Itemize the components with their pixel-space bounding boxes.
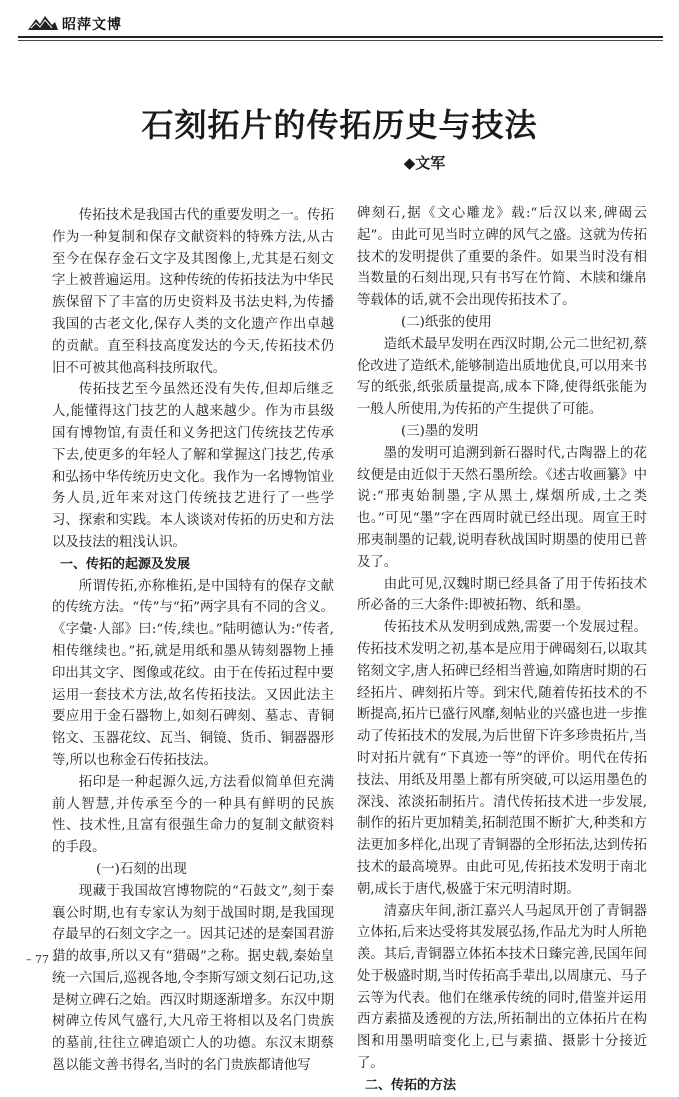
paragraph: 传拓技艺至今虽然还没有失传,但却后继乏人,能懂得这门技艺的人越来越少。作为市县级国有博物馆,有责任和义务把这门传统技艺传承下去,使更多的年轻人了解和掌握这门技艺,传承和弘扬中华传统历史文化。我作为一名博物馆业务人员,近年来对这门传统技艺进行了一些学习、探索和实践。本人谈谈对传拓的历史和方法以及技法的粗浅认识。 <box>52 382 334 550</box>
section-heading: 二、传拓的方法 <box>365 1077 457 1093</box>
right-column <box>357 203 647 1097</box>
subsection-heading: (二)纸张的使用 <box>401 314 492 330</box>
mountain-logo-icon <box>28 15 58 31</box>
article-author: ◆文军 <box>403 154 446 172</box>
paragraph: 墨的发明可追溯到新石器时代,古陶器上的花纹便是由近似于天然石墨所绘。《述古收画纂》中说:“邢夷始制墨,字从黑土,煤烟所成,土之类也。”可见“墨”字在西周时就已经出现。周宣王时邢夷制墨的记载,说明春秋战国时期墨的使用已普及了。 <box>357 445 647 570</box>
header-rule <box>18 36 663 38</box>
paragraph: 造纸术最早发明在西汉时期,公元二世纪初,蔡伦改进了造纸术,能够制造出质地优良,可以用来书写的纸张,纸张质量提高,成本下降,使得纸张能为一般人所使用,为传拓的产生提供了可能。 <box>357 336 647 418</box>
subsection-heading: (三)墨的发明 <box>401 423 479 439</box>
paragraph: 拓印是一种起源久远,方法看似简单但充满前人智慧,并传承至今的一种具有鲜明的民族性、技术性,且富有很强生命力的复制文献资料的手段。 <box>52 774 334 856</box>
section-heading: 一、传拓的起源及发展 <box>60 556 191 572</box>
paragraph: 由此可见,汉魏时期已经具备了用于传拓技术所必备的三大条件:即被拓物、纸和墨。 <box>357 576 647 614</box>
paragraph: 碑刻石,据《文心雕龙》载:“后汉以来,碑碣云起”。由此可见当时立碑的风气之盛。这就为传拓技术的发明提供了重要的条件。如果当时没有相当数量的石刻出现,只有书写在竹简、木牍和缣帛等载体的话,就不会出现传拓技术了。 <box>357 206 647 309</box>
page-number: – 77 – <box>26 953 58 966</box>
paragraph: 传拓技术是我国古代的重要发明之一。传拓作为一种复制和保存文献资料的特殊方法,从古至今在保存金石文字及其图像上,尤其是石刻文字上被普遍运用。这种传统的传拓技法为中华民族保留下了丰富的历史资料及书法史料,为传播我国的古老文化,保存人类的文化遗产作出卓越的贡献。直至科技高度发达的今天,传拓技术仍旧不可被其他高科技所取代。 <box>52 208 334 376</box>
paragraph: 现藏于我国故宫博物院的“石鼓文”,刻于秦襄公时期,也有专家认为刻于战国时期,是我国现存最早的石刻文字之一。因其记述的是秦国君游猎的故事,所以又有“猎碣”之称。据史载,秦始皇统一六国后,巡视各地,令李斯写颂文刻石记功,这是树立碑石之始。西汉时期逐渐增多。东汉中期树碑立传风气盛行,大凡帝王将相以及名门贵族的墓前,往往立碑追颂亡人的功德。东汉末期蔡邕以能文善书得名,当时的名门贵族都请他写 <box>52 883 334 1074</box>
paragraph: 清嘉庆年间,浙江嘉兴人马起凤开创了青铜器立体拓,后来达受将其发展弘扬,作品尤为时人所艳羡。其后,青铜器立体拓本技术日臻完善,民国年间处于极盛时期,当时传拓高手辈出,以周康元、马子云等为代表。他们在继承传统的同时,借鉴并运用西方素描及透视的方法,所拓制出的立体拓片在构图和用墨明暗变化上,已与素描、摄影十分接近了。 <box>357 903 647 1072</box>
paragraph: 所谓传拓,亦称椎拓,是中国特有的保存文献的传统方法。“传”与“拓”两字具有不同的含义。《字彙·人部》曰:“传,续也。”陆明德认为:“传者,相传继续也。”拓,就是用纸和墨从铸刻器物上捶印出其文字、图像或花纹。由于在传拓过程中要运用一套技术方法,故名传拓技法。又因此法主要应用于金石器物上,如刻石碑刻、墓志、青铜铭文、玉器花纹、瓦当、铜镜、货币、铜器器形等,所以也称金石传拓技法。 <box>52 578 334 768</box>
paragraph: 传拓技术从发明到成熟,需要一个发展过程。传拓技术发明之初,基本是应用于碑碣刻石,以取其铭刻文字,唐人拓碑已经相当普遍,如隋唐时期的石经拓片、碑刻拓片等。到宋代,随着传拓技术的不断提高,拓片已盛行风靡,刻帖业的兴盛也进一步推动了传拓技术的发展,为后世留下许多珍贵拓片,当时对拓片就有“下真迹一等”的评价。明代在传拓技法、用纸及用墨上都有所突破,可以运用墨色的深浅、浓淡拓制拓片。清代传拓技术进一步发展,制作的拓片更加精美,拓制范围不断扩大,种类和方法更加多样化,出现了青铜器的全形拓法,达到传拓技术的最高境界。由此可见,传拓技术发明于南北朝,成长于唐代,极盛于宋元明清时期。 <box>357 620 647 897</box>
subsection-heading: (一)石刻的出现 <box>96 861 187 877</box>
header-rule-thin <box>18 40 663 41</box>
publication-brand: 昭萍文博 <box>62 17 122 33</box>
left-column <box>52 205 334 1077</box>
page-header <box>18 12 663 34</box>
article-title: 石刻拓片的传拓历史与技法 <box>141 106 538 144</box>
